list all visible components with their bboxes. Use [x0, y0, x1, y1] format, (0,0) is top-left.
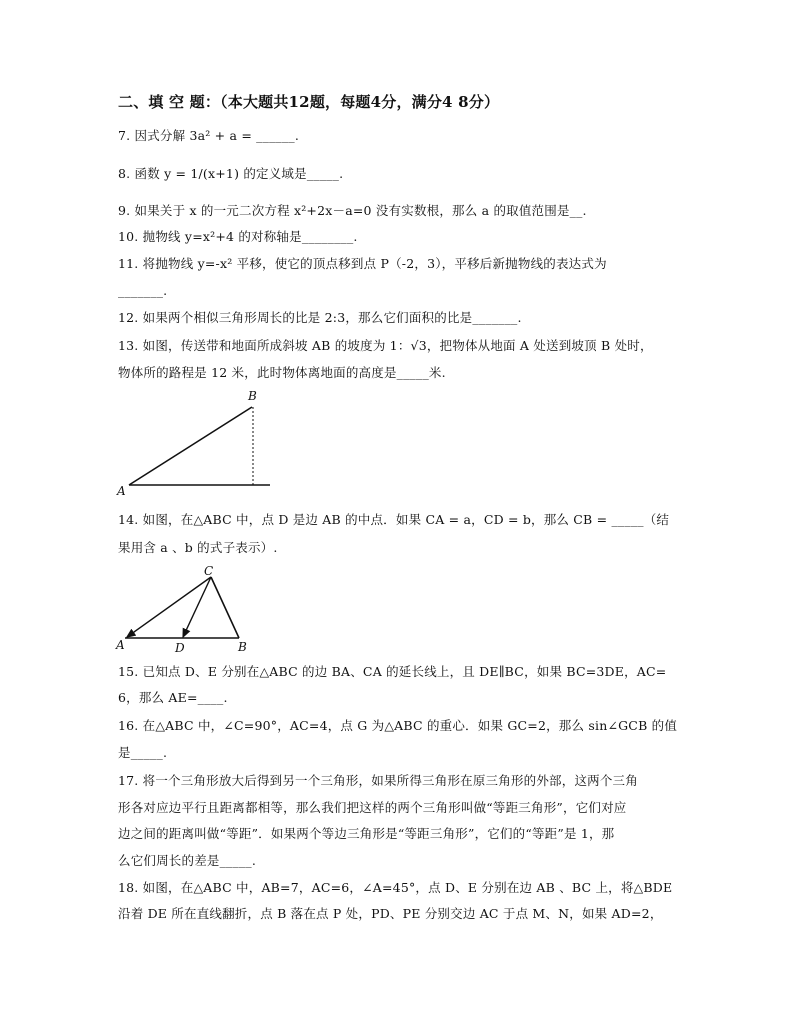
- question-8: 8. 函数 y = 1/(x+1) 的定义域是_____.: [118, 166, 344, 181]
- question-16-line-2: 是_____.: [118, 745, 168, 760]
- section-heading: 二、填 空 题：（本大题共12题，每题4分，满分4 8分）: [118, 93, 500, 111]
- slope-line-ab: [129, 407, 252, 485]
- vector-cd: [183, 577, 211, 637]
- question-17-line-4: 么它们周长的差是_____.: [118, 853, 257, 868]
- question-14-line-1: 14. 如图，在△ABC 中，点 D 是边 AB 的中点．如果 CA = a，CD = b，那么 CB = _____（结: [118, 512, 670, 527]
- question-18-line-2: 沿着 DE 所在直线翻折，点 B 落在点 P 处，PD、PE 分别交边 AC 于点 M、N，如果 AD=2，: [118, 906, 663, 921]
- question-17-line-1: 17. 将一个三角形放大后得到另一个三角形，如果所得三角形在原三角形的外部，这两个三角: [118, 773, 638, 788]
- label-d: D: [175, 641, 185, 655]
- side-cb: [211, 577, 239, 638]
- question-12: 12. 如果两个相似三角形周长的比是 2:3，那么它们面积的比是_______.: [118, 310, 522, 325]
- question-15-line-2: 6，那么 AE=____.: [118, 690, 228, 705]
- question-15-line-1: 15. 已知点 D、E 分别在△ABC 的边 BA、CA 的延长线上，且 DE∥BC，如果 BC=3DE，AC=: [118, 664, 667, 679]
- label-b: B: [238, 640, 247, 654]
- question-11-line-1: 11. 将抛物线 y=-x² 平移，使它的顶点移到点 P（-2，3），平移后新抛物线的表达式为: [118, 256, 607, 271]
- label-c: C: [204, 564, 214, 578]
- question-7: 7. 因式分解 3a² + a = ______.: [118, 128, 300, 143]
- question-13-line-2: 物体所的路程是 12 米，此时物体离地面的高度是_____米.: [118, 365, 446, 380]
- question-10: 10. 抛物线 y=x²+4 的对称轴是________.: [118, 229, 358, 244]
- question-17-line-3: 边之间的距离叫做“等距”．如果两个等边三角形是“等距三角形”，它们的“等距”是 1，那: [118, 826, 615, 841]
- question-14-line-2: 果用含 a 、b 的式子表示）.: [118, 540, 278, 555]
- question-17-line-2: 形各对应边平行且距离都相等，那么我们把这样的两个三角形叫做“等距三角形”，它们对应: [118, 800, 627, 815]
- label-a: A: [117, 484, 126, 498]
- question-9: 9. 如果关于 x 的一元二次方程 x²+2x－a=0 没有实数根，那么 a 的取值范围是__.: [118, 203, 587, 218]
- question-18-line-1: 18. 如图，在△ABC 中，AB=7，AC=6，∠A=45°，点 D、E 分别在边 AB 、BC 上，将△BDE: [118, 880, 673, 895]
- vector-ca: [127, 577, 211, 637]
- question-13-line-1: 13. 如图，传送带和地面所成斜坡 AB 的坡度为 1：√3，把物体从地面 A 处送到坡顶 B 处时，: [118, 338, 653, 353]
- question-11-line-2: _______.: [118, 283, 168, 298]
- label-b: B: [248, 389, 257, 403]
- figure-14-triangle: [115, 563, 255, 655]
- question-16-line-1: 16. 在△ABC 中，∠C=90°，AC=4，点 G 为△ABC 的重心．如果 GC=2，那么 sin∠GCB 的值: [118, 718, 678, 733]
- figure-13-slope: [115, 387, 275, 499]
- label-a: A: [116, 638, 125, 652]
